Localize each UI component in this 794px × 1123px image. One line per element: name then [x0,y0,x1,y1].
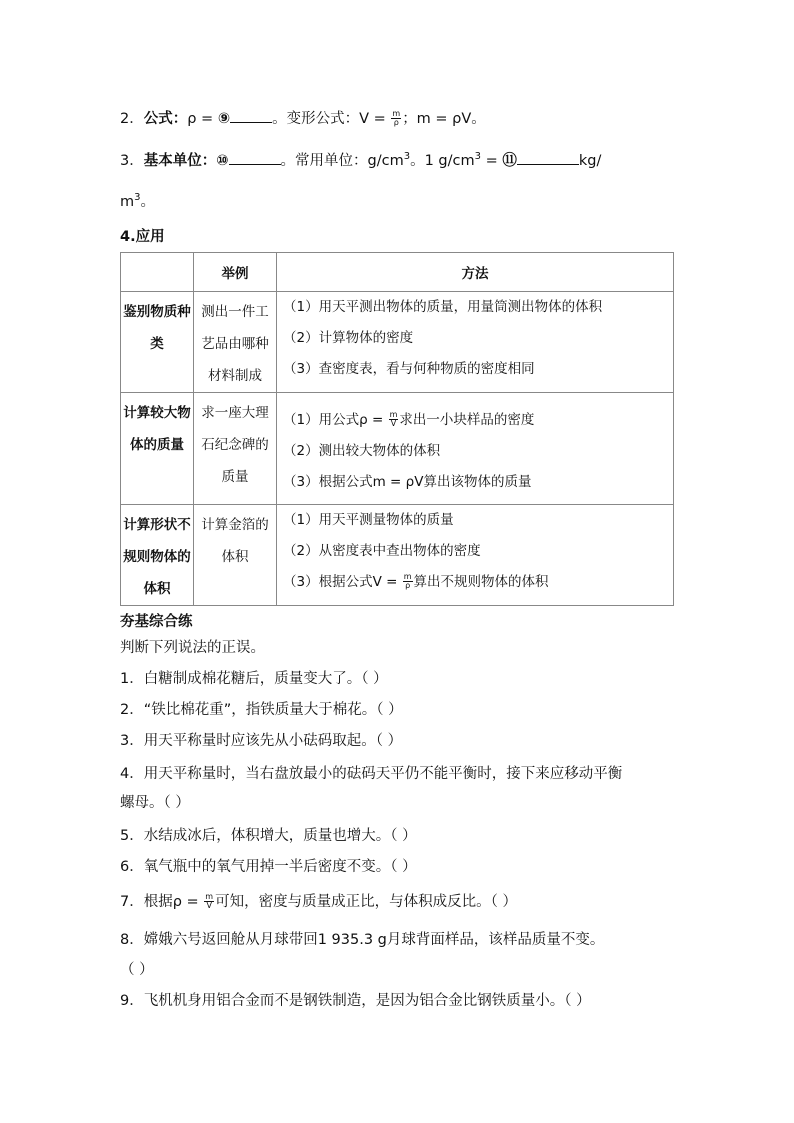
fraction-m-over-v: $\frac{m}{V}$ [205,891,214,910]
table-header-row [121,253,674,292]
item-number: 3． [120,153,144,169]
blank-marker-9: ⑨ [217,111,231,127]
conversion-text: 。1 g/cm [410,153,475,169]
exercise-item-continued: 螺母。（ ） [120,795,190,811]
answer-blank-9[interactable] [230,108,272,123]
exercise-item: 6．氧气瓶中的氧气用掉一半后密度不变。（ ） [120,859,417,875]
table-row [121,292,674,393]
formula-line [120,108,486,129]
table-row [121,505,674,606]
exercise-title: 夯基综合练 [120,614,193,630]
formula-label: 公式： [143,111,188,127]
exercise-item-continued: （ ） [120,962,154,978]
formula-tail: ；m = ρV。 [402,111,486,127]
row-methods: （1）用公式ρ = $\frac{m}{V}$ 求出一小块样品的密度 （2）测出较大物体的体积 （3）根据公式m = ρV算出该物体的质量 [277,393,674,505]
item-number: 2． [120,111,144,127]
exercise-item: 7．根据ρ = $\frac{m}{V}$ 可知，密度与质量成正比，与体积成反比。（ ） [120,891,517,910]
application-table [120,252,674,606]
formula-variant-text: 。变形公式：V = [272,111,391,127]
exercise-item: 3．用天平称量时应该先从小砝码取起。（ ） [120,733,403,749]
unit-end-text: kg/ [578,153,602,169]
answer-blank-10[interactable] [229,150,281,165]
answer-blank-11[interactable] [517,150,579,165]
fraction-m-over-v: $\frac{m}{V}$ [389,409,398,428]
exercise-item: 4．用天平称量时，当右盘放最小的砝码天平仍不能平衡时，接下来应移动平衡 [120,766,623,782]
units-line: 3．基本单位：⑩ 。常用单位：$g/cm^3$。1 $g/cm^3$ = ⑪ kg/ [120,151,602,169]
exercise-item: 8．嫦娥六号返回舱从月球带回1 935.3 g月球背面样品，该样品质量不变。 [120,932,605,948]
row-example: 计算金箔的 体积 [194,505,277,606]
formula-rho: ρ = [187,111,218,127]
table-header [121,253,194,292]
row-methods: （1）用天平测量物体的质量 （2）从密度表中查出物体的密度 （3）根据公式V = $\frac{m}{\rho}$ 算出不规则物体的体积 [277,505,674,606]
row-category: 计算形状不 规则物体的 体积 [121,505,194,606]
table-row [121,393,674,505]
row-example: 求一座大理 石纪念碑的 质量 [194,393,277,505]
fraction-m-over-rho: $\frac{m}{\rho}$ [392,108,401,127]
units-line-2: $m^3$。 [120,192,155,210]
exercise-item: 1．白糖制成棉花糖后，质量变大了。（ ） [120,671,388,687]
row-category: 鉴别物质种 类 [121,292,194,393]
row-category: 计算较大物 体的质量 [121,393,194,505]
blank-marker-11: ⑪ [502,153,517,169]
exercise-item: 5．水结成冰后，体积增大，质量也增大。（ ） [120,828,417,844]
row-example: 测出一件工 艺品由哪种 材料制成 [194,292,277,393]
units-label: 基本单位： [143,153,217,169]
common-unit-text: 。常用单位：g/cm [280,153,404,169]
fraction-m-over-rho: $\frac{m}{\rho}$ [403,571,412,590]
exercise-instruction: 判断下列说法的正误。 [120,640,265,656]
application-heading: 4.应用 [120,229,165,245]
blank-marker-10: ⑩ [216,153,229,169]
table-header: 方法 [277,253,674,292]
exercise-item: 2．“铁比棉花重”，指铁质量大于棉花。（ ） [120,702,403,718]
exercise-item: 9．飞机机身用铝合金而不是钢铁制造，是因为铝合金比钢铁质量小。（ ） [120,993,591,1009]
table-header: 举例 [194,253,277,292]
row-methods: （1）用天平测出物体的质量，用量筒测出物体的体积 （2）计算物体的密度 （3）查密度表，看与何种物质的密度相同 [277,292,674,393]
